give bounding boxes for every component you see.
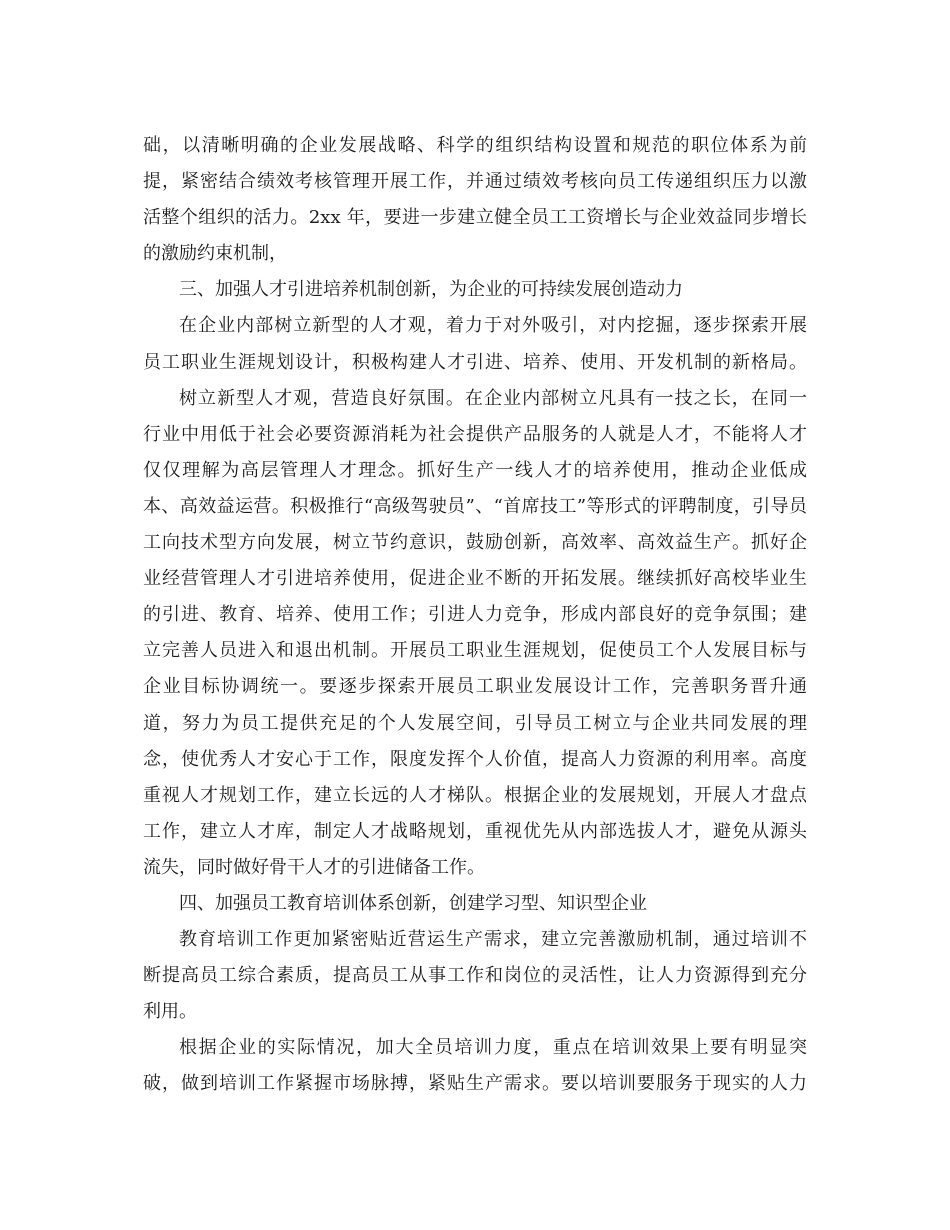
- text-line: 树立新型人才观，营造良好氛围。在企业内部树立凡具有一技之长，在同一: [179, 387, 807, 409]
- text-line: 仅仅理解为高层管理人才理念。抓好生产一线人才的培养使用，推动企业低成: [143, 459, 807, 481]
- text-line: 破，做到培训工作紧握市场脉搏，紧贴生产需求。要以培训要服务于现实的人力: [143, 1073, 807, 1095]
- text-line: 提，紧密结合绩效考核管理开展工作，并通过绩效考核向员工传递组织压力以激: [143, 171, 807, 193]
- text-line: 流失，同时做好骨干人才的引进储备工作。: [143, 856, 485, 878]
- text-line: 的引进、教育、培养、使用工作；引进人力竞争，形成内部良好的竞争氛围；建: [143, 604, 807, 626]
- text-line: 工作，建立人才库，制定人才战略规划，重视优先从内部选拔人才，避免从源头: [143, 820, 807, 842]
- text-line: 行业中用低于社会必要资源消耗为社会提供产品服务的人就是人才，不能将人才: [143, 423, 807, 445]
- text-line: 重视人才规划工作，建立长远的人才梯队。根据企业的发展规划，开展人才盘点: [143, 784, 807, 806]
- text-line: 念，使优秀人才安心于工作，限度发挥个人价值，提高人力资源的利用率。高度: [143, 748, 807, 770]
- text-line: 教育培训工作更加紧密贴近营运生产需求，建立完善激励机制，通过培训不: [179, 929, 807, 951]
- text-line: 立完善人员进入和退出机制。开展员工职业生涯规划，促使员工个人发展目标与: [143, 640, 807, 662]
- text-line: 道，努力为员工提供充足的个人发展空间，引导员工树立与企业共同发展的理: [143, 712, 807, 734]
- text-line: 在企业内部树立新型的人才观，着力于对外吸引，对内挖掘，逐步探索开展: [179, 315, 807, 337]
- document-body: [143, 128, 807, 1103]
- text-line: 三、加强人才引进培养机制创新，为企业的可持续发展创造动力: [179, 279, 683, 301]
- text-line: 根据企业的实际情况，加大全员培训力度，重点在培训效果上要有明显突: [179, 1037, 807, 1059]
- text-line: 的激励约束机制，: [143, 243, 287, 265]
- text-line: 活整个组织的活力。2xx 年，要进一步建立健全员工工资增长与企业效益同步增长: [143, 207, 807, 229]
- text-line: 四、加强员工教育培训体系创新，创建学习型、知识型企业: [179, 892, 647, 914]
- text-line: 企业目标协调统一。要逐步探索开展员工职业发展设计工作，完善职务晋升通: [143, 676, 807, 698]
- text-line: 础，以清晰明确的企业发展战略、科学的组织结构设置和规范的职位体系为前: [143, 135, 807, 156]
- text-line: 利用。: [143, 1001, 197, 1023]
- text-line: 业经营管理人才引进培养使用，促进企业不断的开拓发展。继续抓好高校毕业生: [143, 568, 807, 590]
- text-line: 员工职业生涯规划设计，积极构建人才引进、培养、使用、开发机制的新格局。: [143, 351, 807, 373]
- text-line: 断提高员工综合素质，提高员工从事工作和岗位的灵活性，让人力资源得到充分: [143, 965, 807, 987]
- text-line: 工向技术型方向发展，树立节约意识，鼓励创新，高效率、高效益生产。抓好企: [143, 532, 807, 554]
- text-line: 本、高效益运营。积极推行“高级驾驶员”、“首席技工”等形式的评聘制度，引导员: [143, 495, 807, 517]
